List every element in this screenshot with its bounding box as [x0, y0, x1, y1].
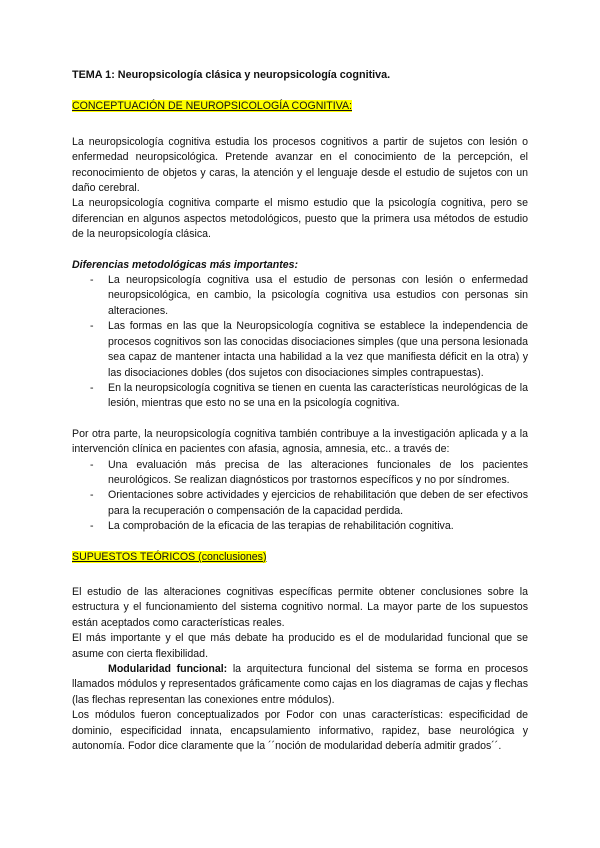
section-supuestos	[72, 550, 528, 755]
page-title: TEMA 1: Neuropsicología clásica y neuropsicología cognitiva.	[72, 69, 391, 81]
paragraph: El más importante y el que más debate ha producido es el de modularidad funcional que se asume con cierta flexibilidad.	[72, 632, 528, 660]
section-conceptuacion	[72, 99, 528, 534]
bullet-list-contribuciones	[72, 458, 528, 535]
list-item: - En la neuropsicología cognitiva se tienen en cuenta las características neurológicas de la lesión, mientras que esto no se una en la psicología cognitiva.	[72, 381, 528, 412]
paragraph: Los módulos fueron conceptualizados por Fodor con unas características: especificidad de dominio, especificidad innata, encapsulamiento informativo, rapidez, base neurológica y autonomía. Fodor dice claramente que la ´´noción de modularidad debería admitir grados´´.	[72, 709, 528, 753]
paragraph: La neuropsicología cognitiva estudia los procesos cognitivos a partir de sujetos con lesión o enfermedad neuropsicológica. Pretende avanzar en el conocimiento de la percepción, el reconocimiento de objetos y caras, la atención y el lenguaje desde el estudio de sujetos con un daño cerebral.	[72, 135, 528, 195]
list-item: - Las formas en las que la Neuropsicología cognitiva se establece la independencia de procesos cognitivos son las conocidas disociaciones simples (que una persona lesionada sea capaz de mantener intacta una habilidad a la vez que manifiesta déficit en la otra) y las disociaciones dobles (dos sujetos con disociaciones simples contrapuestas).	[72, 319, 528, 381]
paragraph: La neuropsicología cognitiva comparte el mismo estudio que la psicología cognitiva, pero se diferencian en algunos aspectos metodológicos, puesto que la primera usa métodos de estudio de la neuropsicología clásica.	[72, 197, 528, 241]
list-item: - Una evaluación más precisa de las alteraciones funcionales de los pacientes neurológicos. Se realizan diagnósticos por trastornos específicos y no por síndromes.	[72, 458, 528, 489]
section-heading-supuestos: SUPUESTOS TEÓRICOS (conclusiones)	[72, 550, 267, 563]
list-item: - Orientaciones sobre actividades y ejercicios de rehabilitación que deben de ser efectivos para la recuperación o compensación de la capacidad perdida.	[72, 488, 528, 519]
list-item: - La neuropsicología cognitiva usa el estudio de personas con lesión o enfermedad neuropsicológica, en cambio, la psicología cognitiva usa estudios con personas sin alteraciones.	[72, 273, 528, 319]
term-modularidad: Modularidad funcional:	[108, 663, 228, 675]
document-page	[72, 68, 528, 754]
paragraph: Por otra parte, la neuropsicología cognitiva también contribuye a la investigación aplicada y a la intervención clínica en pacientes con afasia, agnosia, amnesia, etc.. a través de:	[72, 427, 528, 456]
definition-modularidad: la arquitectura funcional del sistema se forma en procesos llamados módulos y representados gráficamente como cajas en los diagramas de cajas y flechas (las flechas representan las conexiones entre módulos).	[72, 663, 528, 706]
paragraph-modularidad	[72, 662, 528, 708]
bullet-list-diferencias	[72, 273, 528, 412]
list-item: - La comprobación de la eficacia de las terapias de rehabilitación cognitiva.	[72, 519, 528, 534]
subheading-diferencias: Diferencias metodológicas más importantes:	[72, 258, 299, 271]
section-heading-conceptuacion: CONCEPTUACIÓN DE NEUROPSICOLOGÍA COGNITIVA:	[72, 100, 352, 113]
paragraph: El estudio de las alteraciones cognitivas específicas permite obtener conclusiones sobre la estructura y el funcionamiento del sistema cognitivo normal. La mayor parte de los supuestos están aceptados como características reales.	[72, 585, 528, 629]
